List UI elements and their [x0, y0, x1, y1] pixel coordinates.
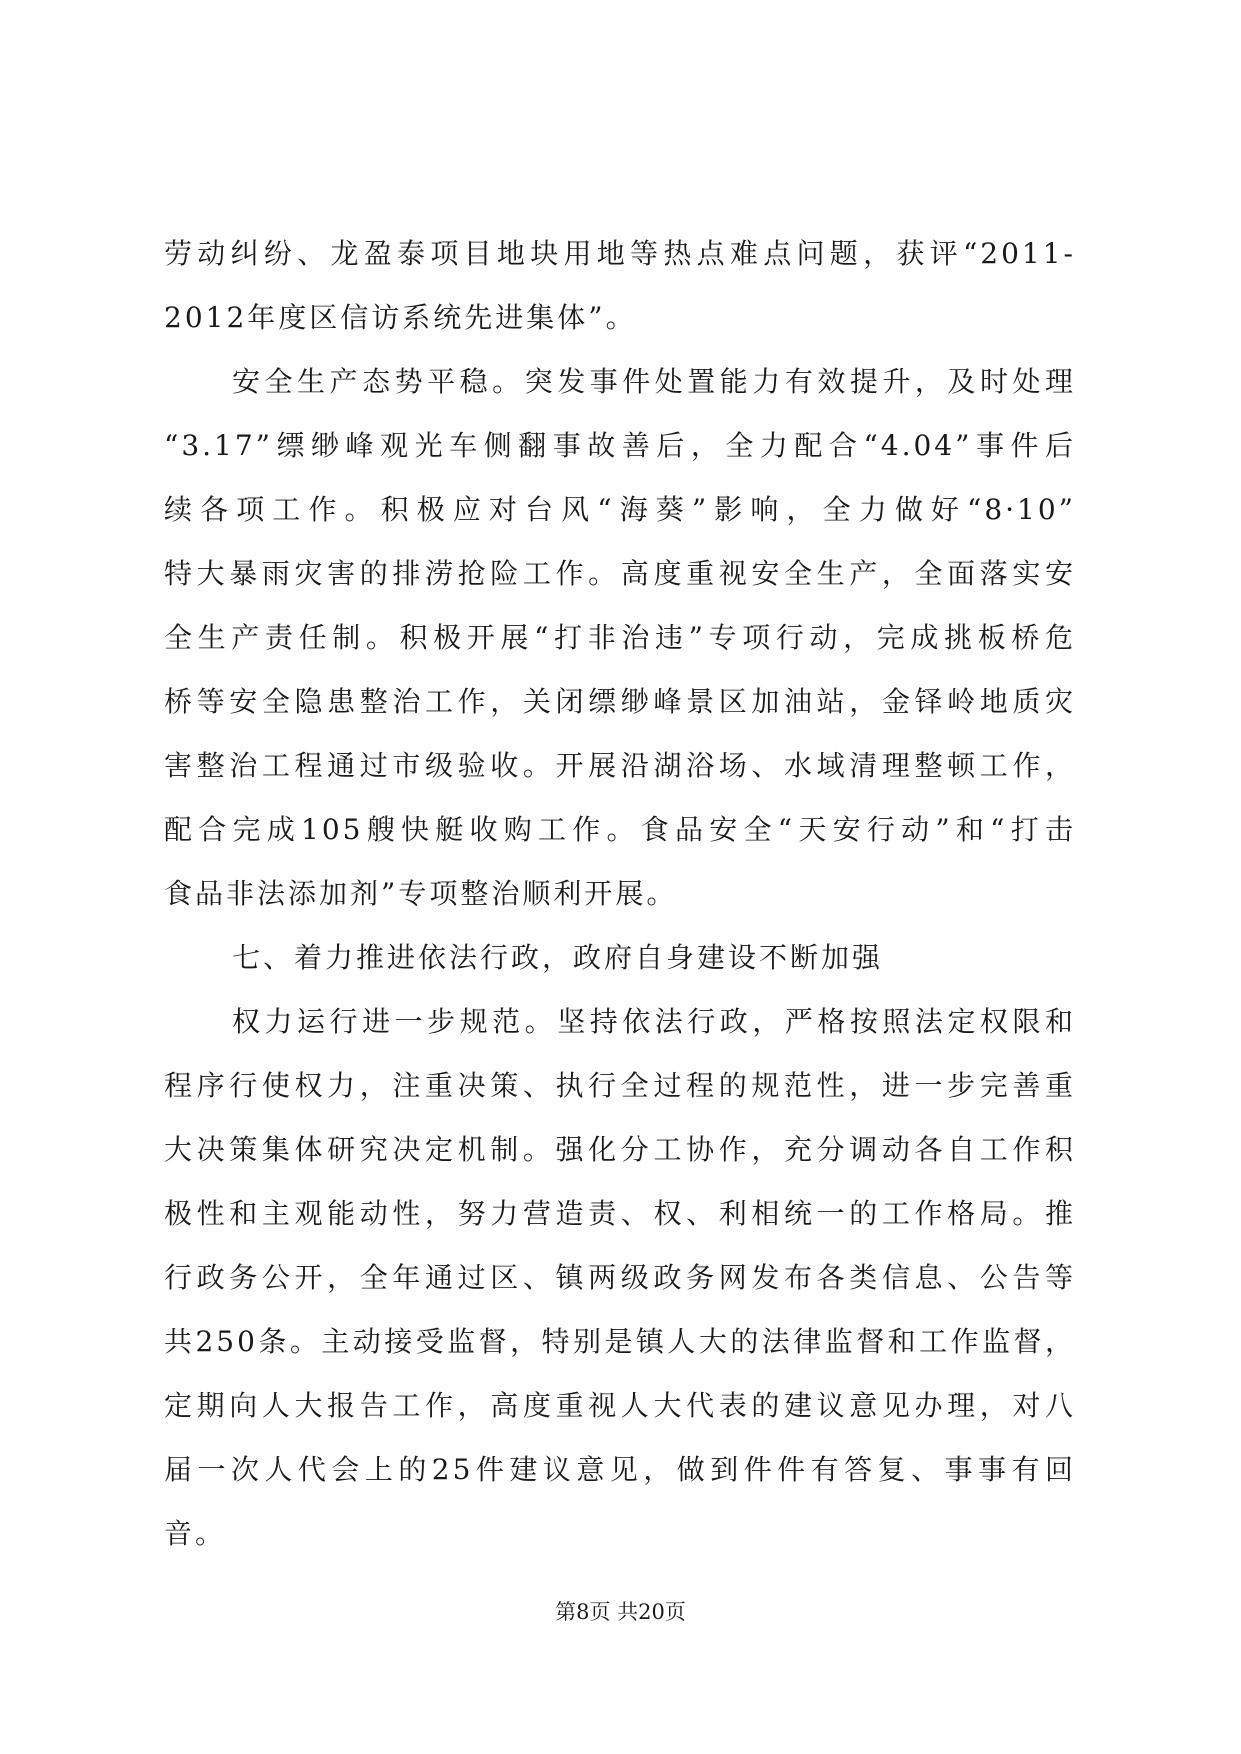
- text-line: 音。: [164, 1517, 227, 1550]
- text-line: 定期向人大报告工作，高度重视人大代表的建议意见办理，对八: [164, 1389, 1076, 1422]
- text-line: “3.17”缥缈峰观光车侧翻事故善后，全力配合“4.04”事件后: [164, 429, 1076, 462]
- text-line: 食品非法添加剂”专项整治顺利开展。: [164, 877, 678, 910]
- text-line: 极性和主观能动性，努力营造责、权、利相统一的工作格局。推: [164, 1197, 1076, 1230]
- text-line: 届一次人代会上的25件建议意见，做到件件有答复、事事有回: [164, 1453, 1076, 1486]
- page-number-footer: 第8页 共20页: [555, 1600, 686, 1624]
- text-line: 劳动纠纷、龙盈泰项目地块用地等热点难点问题，获评“2011-: [164, 237, 1076, 270]
- text-line: 行政务公开，全年通过区、镇两级政务网发布各类信息、公告等: [164, 1261, 1076, 1294]
- text-line: 程序行使权力，注重决策、执行全过程的规范性，进一步完善重: [164, 1069, 1076, 1102]
- text-line: 桥等安全隐患整治工作，关闭缥缈峰景区加油站，金铎岭地质灾: [164, 685, 1076, 718]
- text-line: 安全生产态势平稳。突发事件处置能力有效提升，及时处理: [232, 365, 1076, 398]
- text-line: 特大暴雨灾害的排涝抢险工作。高度重视安全生产，全面落实安: [164, 557, 1076, 590]
- text-line: 全生产责任制。积极开展“打非治违”专项行动，完成挑板桥危: [164, 621, 1076, 654]
- text-line: 害整治工程通过市级验收。开展沿湖浴场、水域清理整顿工作，: [164, 749, 1076, 782]
- text-line: 2012年度区信访系统先进集体”。: [164, 301, 637, 334]
- text-line: 七、着力推进依法行政，政府自身建设不断加强: [232, 941, 884, 974]
- document-body: [164, 222, 1076, 1566]
- text-line: 配合完成105艘快艇收购工作。食品安全“天安行动”和“打击: [164, 813, 1076, 846]
- text-line: 大决策集体研究决定机制。强化分工协作，充分调动各自工作积: [164, 1133, 1076, 1166]
- text-line: 共250条。主动接受监督，特别是镇人大的法律监督和工作监督，: [164, 1325, 1076, 1358]
- text-line: 续各项工作。积极应对台风“海葵”影响，全力做好“8·10”: [164, 493, 1076, 526]
- text-line: 权力运行进一步规范。坚持依法行政，严格按照法定权限和: [232, 1005, 1076, 1038]
